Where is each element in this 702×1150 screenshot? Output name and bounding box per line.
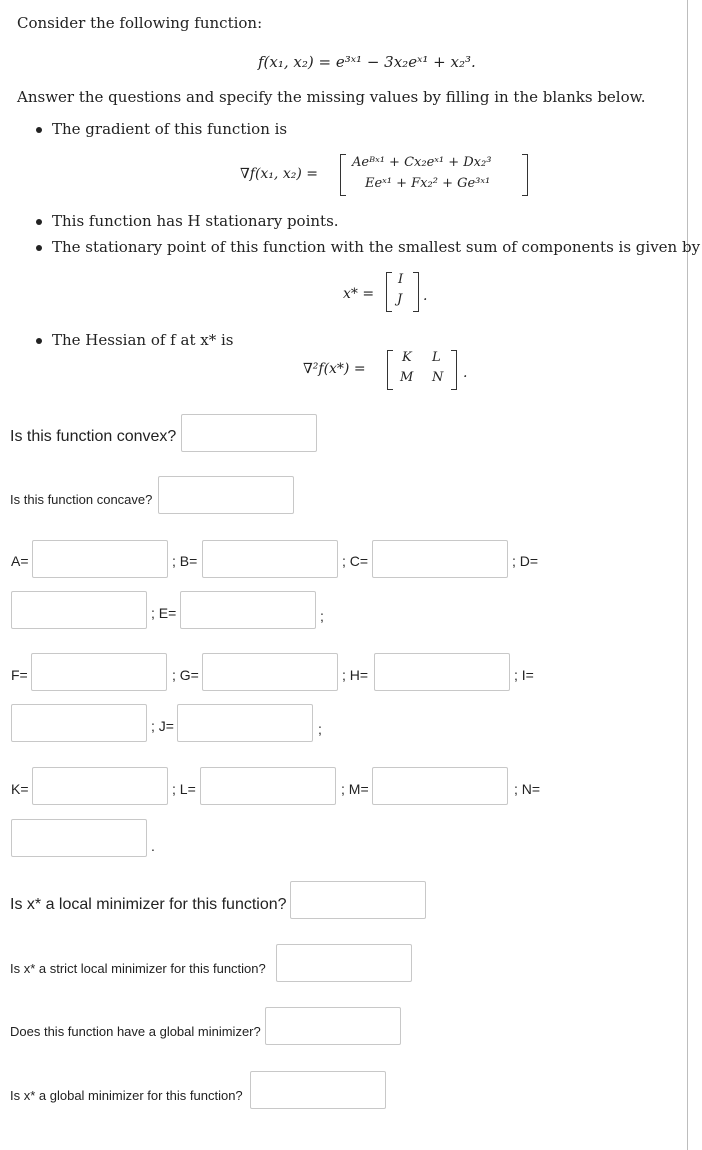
gradient-bullet-text: The gradient of this function is bbox=[52, 120, 288, 138]
stationary-count-text: This function has H stationary points. bbox=[52, 212, 339, 230]
input-B[interactable] bbox=[202, 540, 338, 578]
hessian-N: N bbox=[432, 370, 444, 385]
hessian-period: . bbox=[463, 365, 468, 381]
bullet-dot bbox=[36, 127, 42, 133]
label-B: ; B= bbox=[172, 553, 198, 569]
input-A[interactable] bbox=[32, 540, 168, 578]
gradient-row-1: Aeᴮˣ¹ + Cx₂eˣ¹ + Dx₂³ bbox=[352, 155, 492, 170]
input-E[interactable] bbox=[180, 591, 316, 629]
label-G: ; G= bbox=[172, 667, 199, 683]
input-I[interactable] bbox=[11, 704, 147, 742]
left-bracket bbox=[386, 272, 392, 312]
label-K: K= bbox=[11, 781, 29, 797]
label-L: ; L= bbox=[172, 781, 196, 797]
right-border bbox=[687, 0, 688, 1150]
function-definition bbox=[258, 53, 476, 71]
input-J[interactable] bbox=[177, 704, 313, 742]
label-A: A= bbox=[11, 553, 29, 569]
label-H: ; H= bbox=[342, 667, 369, 683]
hessian-K: K bbox=[402, 350, 412, 365]
label-I: ; I= bbox=[514, 667, 534, 683]
label-C: ; C= bbox=[342, 553, 369, 569]
convex-question: Is this function convex? bbox=[10, 428, 177, 445]
right-bracket bbox=[522, 154, 528, 196]
hessian-bullet-text: The Hessian of f at x* is bbox=[52, 331, 234, 349]
end-period: . bbox=[151, 838, 155, 854]
gradient-lhs: ∇f(x₁, x₂) = bbox=[240, 166, 318, 182]
label-N: ; N= bbox=[514, 781, 541, 797]
strict-local-minimizer-input[interactable] bbox=[276, 944, 412, 982]
hessian-lhs: ∇²f(x*) = bbox=[303, 361, 366, 377]
concave-question: Is this function concave? bbox=[10, 492, 153, 507]
label-D: ; D= bbox=[512, 553, 539, 569]
input-D[interactable] bbox=[11, 591, 147, 629]
right-bracket bbox=[413, 272, 419, 312]
label-M: ; M= bbox=[341, 781, 369, 797]
intro-text: Consider the following function: bbox=[17, 14, 263, 32]
instruction-text: Answer the questions and specify the missing values by filling in the blanks below. bbox=[17, 88, 646, 106]
bullet-dot bbox=[36, 219, 42, 225]
label-F: F= bbox=[11, 667, 28, 683]
concave-answer-input[interactable] bbox=[158, 476, 294, 514]
global-minimizer-exists-question: Does this function have a global minimizer? bbox=[10, 1024, 261, 1039]
input-G[interactable] bbox=[202, 653, 338, 691]
input-H[interactable] bbox=[374, 653, 510, 691]
function-lhs: f(x₁, x₂) = bbox=[258, 53, 336, 71]
label-J: ; J= bbox=[151, 718, 174, 734]
left-bracket bbox=[387, 350, 393, 390]
local-minimizer-question: Is x* a local minimizer for this function? bbox=[10, 896, 287, 913]
input-L[interactable] bbox=[200, 767, 336, 805]
hessian-L: L bbox=[432, 350, 441, 365]
input-C[interactable] bbox=[372, 540, 508, 578]
convex-answer-input[interactable] bbox=[181, 414, 317, 452]
local-minimizer-input[interactable] bbox=[290, 881, 426, 919]
input-F[interactable] bbox=[31, 653, 167, 691]
input-K[interactable] bbox=[32, 767, 168, 805]
global-minimizer-question: Is x* a global minimizer for this function? bbox=[10, 1088, 243, 1103]
global-minimizer-input[interactable] bbox=[250, 1071, 386, 1109]
separator-1: ; bbox=[320, 608, 324, 624]
right-bracket bbox=[451, 350, 457, 390]
xstar-J: J bbox=[397, 292, 403, 307]
global-minimizer-exists-input[interactable] bbox=[265, 1007, 401, 1045]
bullet-dot bbox=[36, 245, 42, 251]
label-E: ; E= bbox=[151, 605, 177, 621]
hessian-M: M bbox=[400, 370, 414, 385]
separator-2: ; bbox=[318, 721, 322, 737]
xstar-I: I bbox=[398, 272, 404, 287]
xstar-lhs: x* = bbox=[343, 286, 375, 302]
xstar-period: . bbox=[423, 288, 428, 304]
stationary-point-text: The stationary point of this function with the smallest sum of components is given by bbox=[52, 238, 701, 256]
function-rhs: e³ˣ¹ − 3x₂eˣ¹ + x₂³. bbox=[335, 53, 476, 71]
strict-local-minimizer-question: Is x* a strict local minimizer for this function? bbox=[10, 961, 266, 976]
left-bracket bbox=[340, 154, 346, 196]
bullet-dot bbox=[36, 338, 42, 344]
input-M[interactable] bbox=[372, 767, 508, 805]
gradient-row-2: Eeˣ¹ + Fx₂² + Ge³ˣ¹ bbox=[365, 176, 491, 191]
input-N[interactable] bbox=[11, 819, 147, 857]
